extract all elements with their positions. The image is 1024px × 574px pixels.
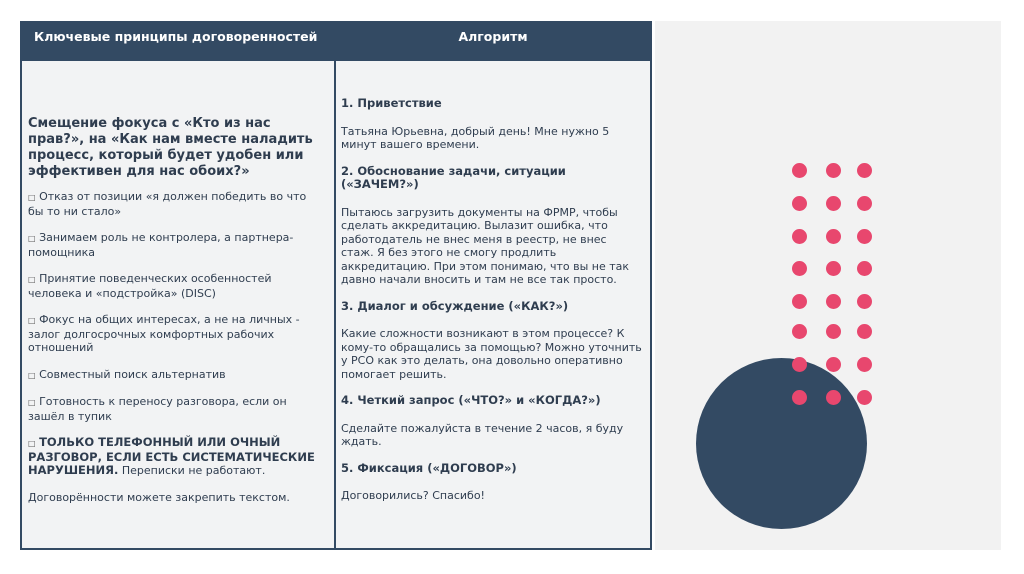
list-item: □ Принятие поведенческих особенностей человека и «подстройка» (DISC) [28, 272, 272, 300]
pink-dot [792, 390, 807, 405]
pink-dot [857, 163, 872, 178]
pink-dot [792, 229, 807, 244]
list-item: □ Занимаем роль не контролера, а партнера-помощника [28, 231, 294, 259]
list-item: □ Готовность к переносу разговора, если он зашёл в тупик [28, 395, 287, 423]
step-text: Пытаюсь загрузить документы на ФРМР, чтобы сделать аккредитацию. Вылазит ошибка, что работодатель не внес меня в реестр, не внес стаж. Я без этого не смогу продлить аккредитацию. При этом понимаю, что вы не так давно начали вносить и там не все так просто. [341, 205, 630, 286]
step-title: 1. Приветствие [341, 96, 442, 110]
pink-dot [826, 163, 841, 178]
step-text: Какие сложности возникают в этом процессе? К кому-то обращались за помощью? Можно уточнить у РСО как это делать, она довольно оперативно помогает решить. [341, 327, 642, 381]
focus-shift-heading: Смещение фокуса с «Кто из нас прав?», на «Как нам вместе наладить процесс, который будет удобен или эффективен для нас обоих?» [28, 116, 313, 179]
pink-dot [792, 324, 807, 339]
closing-note: Договорённости можете закрепить текстом. [28, 490, 290, 504]
pink-dot [857, 261, 872, 276]
pink-dot [792, 196, 807, 211]
step-text: Татьяна Юрьевна, добрый день! Мне нужно 5 минут вашего времени. [341, 124, 610, 151]
checkbox-bullet-icon: □ [28, 193, 36, 202]
step-title: 5. Фиксация («ДОГОВОР») [341, 460, 517, 475]
pink-dot [857, 357, 872, 372]
pink-dot [826, 357, 841, 372]
list-item: □ Фокус на общих интересах, а не на личных - залог долгосрочных комфортных рабочих отношений [28, 313, 300, 354]
step-title: 3. Диалог и обсуждение («КАК?») [341, 298, 569, 313]
checkbox-bullet-icon: □ [28, 234, 36, 243]
pink-dot [792, 261, 807, 276]
pink-dot [826, 294, 841, 309]
pink-dot [857, 390, 872, 405]
algorithm-column [334, 59, 652, 550]
checkbox-bullet-icon: □ [28, 398, 36, 407]
pink-dot [826, 324, 841, 339]
list-item: □ Совместный поиск альтернатив [28, 367, 226, 381]
step-title: 4. Четкий запрос («ЧТО?» и «КОГДА?») [341, 393, 601, 407]
navy-circle-decoration [696, 358, 867, 529]
step-title: 2. Обоснование задачи, ситуации («ЗАЧЕМ?») [341, 163, 566, 191]
checkbox-bullet-icon: □ [28, 316, 36, 325]
pink-dot [857, 196, 872, 211]
pink-dot [857, 324, 872, 339]
checkbox-bullet-icon: □ [28, 275, 36, 284]
pink-dot [826, 261, 841, 276]
pink-dot [792, 163, 807, 178]
pink-dot [857, 229, 872, 244]
checkbox-bullet-icon: □ [28, 439, 36, 448]
pink-dot [857, 294, 872, 309]
pink-dot [826, 229, 841, 244]
right-column-header: Алгоритм [334, 21, 652, 59]
pink-dot [826, 196, 841, 211]
step-text: Сделайте пожалуйста в течение 2 часов, я буду ждать. [341, 421, 624, 448]
left-column-header: Ключевые принципы договоренностей [20, 21, 334, 59]
pink-dot [826, 390, 841, 405]
list-item-strong: □ ТОЛЬКО ТЕЛЕФОННЫЙ ИЛИ ОЧНЫЙ РАЗГОВОР, ЕСЛИ ЕСТЬ СИСТЕМАТИЧЕСКИЕ НАРУШЕНИЯ. Переписки не работают. [28, 435, 315, 477]
step-text: Договорились? Спасибо! [341, 489, 485, 502]
principles-table [20, 21, 652, 550]
checkbox-bullet-icon: □ [28, 370, 36, 380]
principles-column [20, 59, 336, 550]
pink-dot [792, 357, 807, 372]
list-item: □ Отказ от позиции «я должен победить во что бы то ни стало» [28, 190, 307, 218]
pink-dot [792, 294, 807, 309]
